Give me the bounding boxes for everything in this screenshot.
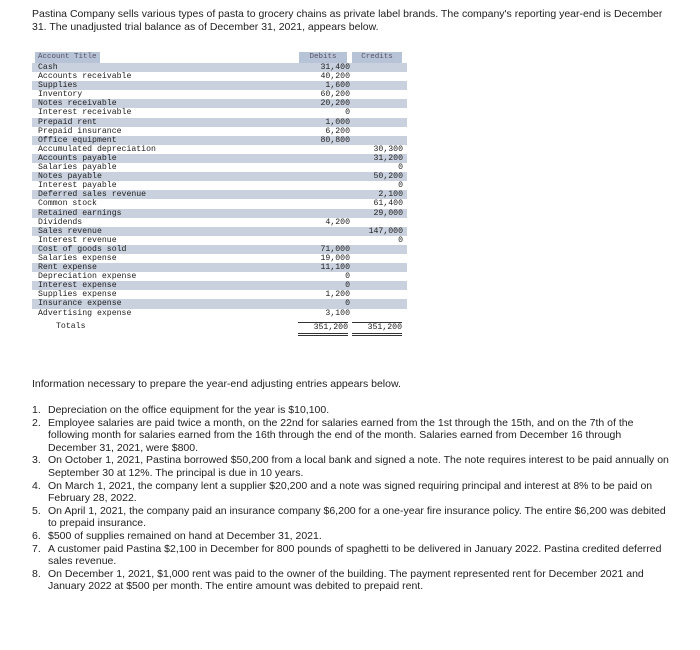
- account-title-cell: Supplies: [38, 81, 78, 91]
- info-heading: Information necessary to prepare the year-end adjusting entries appears below.: [32, 378, 401, 390]
- account-title-cell: Rent expense: [38, 263, 97, 273]
- table-row: [32, 136, 407, 145]
- table-row: [32, 218, 407, 227]
- account-title-cell: Interest receivable: [38, 108, 132, 118]
- debit-cell: 19,000: [320, 253, 350, 263]
- table-row: [32, 272, 407, 281]
- account-title-cell: Interest expense: [38, 281, 117, 291]
- table-row: [32, 245, 407, 254]
- list-item: [32, 530, 672, 543]
- account-title-cell: Prepaid insurance: [38, 126, 122, 136]
- debit-cell: 60,200: [320, 90, 350, 100]
- account-title-cell: Notes receivable: [38, 99, 117, 109]
- credit-cell: 61,400: [373, 199, 403, 209]
- credit-cell: 30,300: [373, 144, 403, 154]
- account-title-cell: Interest revenue: [38, 235, 117, 245]
- account-title-cell: Office equipment: [38, 135, 117, 145]
- debit-cell: 0: [345, 281, 350, 291]
- account-title-cell: Supplies expense: [38, 290, 117, 300]
- table-row: [32, 199, 407, 208]
- debit-cell: 71,000: [320, 244, 350, 254]
- credit-cell: 0: [398, 163, 403, 173]
- debit-cell: 3,100: [325, 308, 350, 318]
- trial-balance-table: [32, 52, 407, 338]
- account-title-cell: Salaries payable: [38, 163, 117, 173]
- list-item: [32, 568, 672, 593]
- table-row: [32, 227, 407, 236]
- list-item: [32, 543, 672, 568]
- list-item-number: 5.: [32, 504, 41, 517]
- list-item-number: 1.: [32, 404, 41, 416]
- list-item: [32, 404, 672, 417]
- list-item-text: On October 1, 2021, Pastina borrowed $50,200 from a local bank and signed a note. The note requires interest to be paid annually on September 30 at 12%. The principal is due in 10 years.: [48, 454, 669, 479]
- table-row: [32, 145, 407, 154]
- account-title-cell: Inventory: [38, 90, 83, 100]
- debit-cell: 1,000: [325, 117, 350, 127]
- list-item: [32, 505, 672, 530]
- totals-debit: 351,200: [298, 322, 348, 336]
- account-title-cell: Accounts receivable: [38, 72, 132, 82]
- intro-paragraph: Pastina Company sells various types of pasta to grocery chains as private label brands. The company's reporting year-end is December 31. The unadjusted trial balance as of December 31, 2021, appears below.: [32, 8, 663, 33]
- list-item-text: $500 of supplies remained on hand at December 31, 2021.: [48, 529, 322, 542]
- header-account-title: Account Title: [35, 52, 100, 63]
- totals-label: Totals: [56, 321, 86, 331]
- table-body: [32, 63, 407, 318]
- table-row: [32, 299, 407, 308]
- debit-cell: 1,600: [325, 81, 350, 91]
- table-row: [32, 72, 407, 81]
- list-item-number: 3.: [32, 454, 41, 467]
- account-title-cell: Salaries expense: [38, 253, 117, 263]
- debit-cell: 1,200: [325, 290, 350, 300]
- header-credits: Credits: [352, 52, 402, 63]
- list-item-text: On December 1, 2021, $1,000 rent was paid to the owner of the building. The payment represented rent for December 2021 and January 2022 at $500 per month. The entire amount was debited to prepaid rent.: [48, 567, 644, 593]
- list-item-text: On March 1, 2021, the company lent a supplier $20,200 and a note was signed requiring principal and interest at 8% to be paid on February 28, 2022.: [48, 479, 653, 505]
- debit-cell: 11,100: [320, 263, 350, 273]
- credit-cell: 31,200: [373, 153, 403, 163]
- debit-cell: 0: [345, 108, 350, 118]
- debit-cell: 6,200: [325, 126, 350, 136]
- header-debits: Debits: [299, 52, 347, 63]
- debit-cell: 80,800: [320, 135, 350, 145]
- credit-cell: 29,000: [373, 208, 403, 218]
- debit-cell: 0: [345, 272, 350, 282]
- account-title-cell: Common stock: [38, 199, 97, 209]
- table-row: [32, 81, 407, 90]
- table-header: [32, 52, 407, 63]
- list-item: [32, 480, 672, 505]
- table-row: [32, 281, 407, 290]
- credit-cell: 0: [398, 235, 403, 245]
- account-title-cell: Insurance expense: [38, 299, 122, 309]
- account-title-cell: Cash: [38, 63, 58, 72]
- account-title-cell: Dividends: [38, 217, 83, 227]
- list-item-number: 4.: [32, 479, 41, 492]
- table-row: [32, 63, 407, 72]
- account-title-cell: Interest payable: [38, 181, 117, 191]
- list-item-text: Employee salaries are paid twice a month, on the 22nd for salaries earned from the 1st through the 15th, and on the 7th of the following month for salaries earned from the 16th through the end of the month. Salaries earned from December 16 through December 31, 2021, were $800.: [48, 416, 634, 454]
- table-row: [32, 263, 407, 272]
- account-title-cell: Depreciation expense: [38, 272, 137, 282]
- debit-cell: 20,200: [320, 99, 350, 109]
- list-item-number: 8.: [32, 567, 41, 580]
- table-row: [32, 172, 407, 181]
- list-item-number: 2.: [32, 416, 41, 429]
- table-row: [32, 90, 407, 99]
- list-item-number: 7.: [32, 542, 41, 555]
- adjustment-info-list: [32, 404, 672, 593]
- table-row: [32, 154, 407, 163]
- account-title-cell: Retained earnings: [38, 208, 122, 218]
- debit-cell: 31,400: [320, 63, 350, 72]
- table-row: [32, 163, 407, 172]
- table-row: [32, 236, 407, 245]
- account-title-cell: Deferred sales revenue: [38, 190, 147, 200]
- account-title-cell: Advertising expense: [38, 308, 132, 318]
- account-title-cell: Sales revenue: [38, 226, 102, 236]
- debit-cell: 40,200: [320, 72, 350, 82]
- debit-cell: 4,200: [325, 217, 350, 227]
- credit-cell: 0: [398, 181, 403, 191]
- table-row: [32, 209, 407, 218]
- account-title-cell: Accumulated depreciation: [38, 144, 156, 154]
- table-row: [32, 309, 407, 318]
- credit-cell: 147,000: [368, 226, 403, 236]
- table-row: [32, 108, 407, 117]
- account-title-cell: Notes payable: [38, 172, 102, 182]
- credit-cell: 2,100: [378, 190, 403, 200]
- account-title-cell: Prepaid rent: [38, 117, 97, 127]
- list-item-text: Depreciation on the office equipment for the year is $10,100.: [48, 404, 330, 416]
- list-item-text: A customer paid Pastina $2,100 in December for 800 pounds of spaghetti to be delivered in January 2022. Pastina credited deferred sales revenue.: [48, 542, 662, 568]
- account-title-cell: Accounts payable: [38, 153, 117, 163]
- totals-row: [32, 318, 407, 338]
- list-item: [32, 417, 672, 455]
- list-item: [32, 454, 672, 479]
- table-row: [32, 127, 407, 136]
- table-row: [32, 118, 407, 127]
- list-item-text: On April 1, 2021, the company paid an insurance company $6,200 for a one-year fire insurance policy. The entire $6,200 was debited to prepaid insurance.: [48, 504, 666, 530]
- table-row: [32, 254, 407, 263]
- table-row: [32, 290, 407, 299]
- account-title-cell: Cost of goods sold: [38, 244, 127, 254]
- debit-cell: 0: [345, 299, 350, 309]
- totals-credit: 351,200: [352, 322, 402, 336]
- credit-cell: 50,200: [373, 172, 403, 182]
- table-row: [32, 181, 407, 190]
- list-item-number: 6.: [32, 529, 41, 542]
